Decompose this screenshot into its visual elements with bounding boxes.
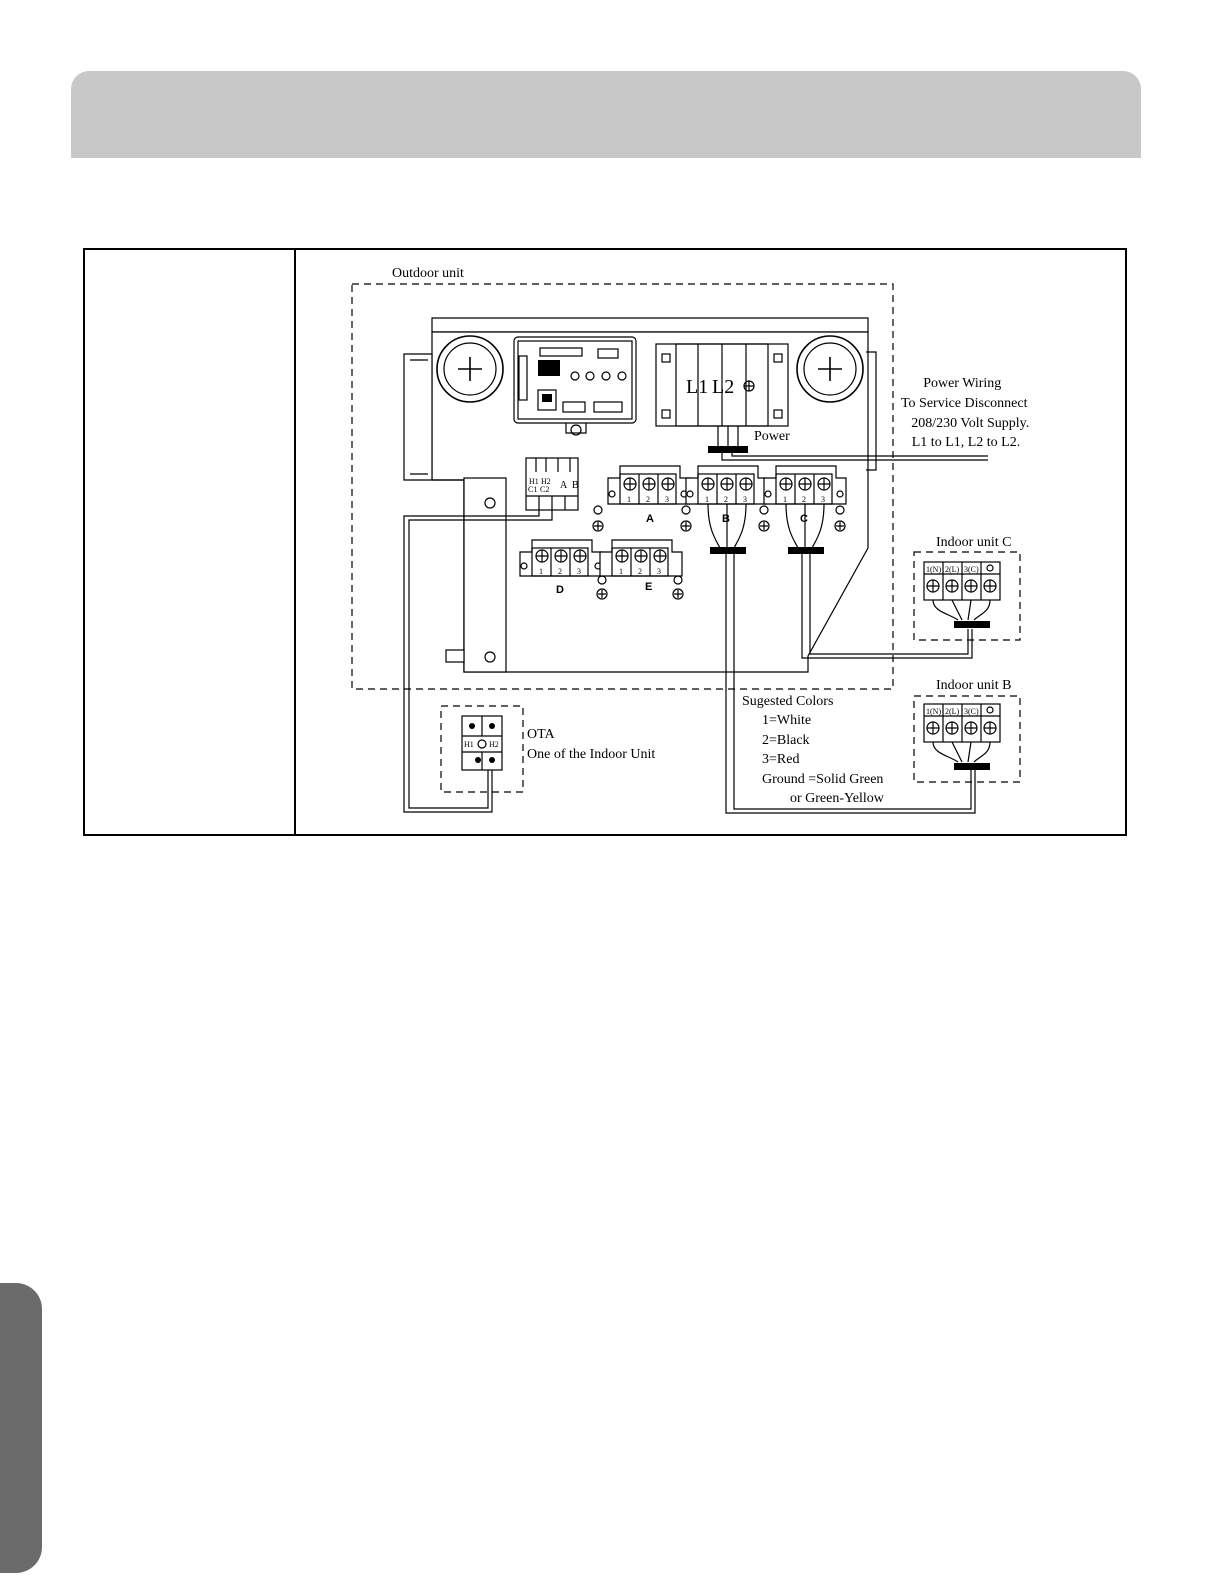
svg-text:1: 1	[783, 495, 787, 504]
svg-text:1: 1	[627, 495, 631, 504]
suggested-colors-note: Sugested Colors 1=White 2=Black 3=Red Ground =Solid Green or Green-Yellow	[742, 694, 884, 806]
terminal-l2-label: L2	[712, 376, 735, 398]
terminal-c-cable-clamp	[788, 547, 824, 554]
svg-text:3: 3	[577, 567, 581, 576]
svg-text:2: 2	[646, 495, 650, 504]
outdoor-unit-label: Outdoor unit	[392, 266, 464, 281]
indoor-unit-c-label: Indoor unit C	[936, 535, 1012, 550]
svg-text:1(N): 1(N)	[926, 565, 942, 574]
ota-terminal-h1: H1	[464, 740, 474, 749]
ota-note: OTA One of the Indoor Unit	[527, 727, 656, 762]
terminal-block-e-label: E	[645, 581, 653, 593]
power-cable-clamp	[708, 446, 748, 453]
svg-text:3(C): 3(C)	[964, 565, 979, 574]
relay-label-a: A	[560, 480, 568, 491]
relay-sub-c2: C2	[540, 485, 550, 494]
svg-text:2: 2	[724, 495, 728, 504]
svg-text:3: 3	[657, 567, 661, 576]
svg-text:2(L): 2(L)	[945, 707, 960, 716]
housing-side-bracket	[404, 354, 432, 480]
svg-text:1: 1	[539, 567, 543, 576]
svg-text:3: 3	[821, 495, 825, 504]
power-label: Power	[754, 429, 790, 444]
relay-label-h2: H2	[541, 477, 551, 486]
indoor-unit-b-terminals	[924, 704, 1000, 770]
relay-sub-c1: C1	[528, 485, 538, 494]
svg-text:2(L): 2(L)	[945, 565, 960, 574]
relay-label-h1: H1	[529, 477, 539, 486]
terminal-block-d-label: D	[556, 584, 564, 596]
indoor-unit-b-label: Indoor unit B	[936, 678, 1012, 693]
ota-terminal	[462, 716, 502, 770]
terminal-block-b-label: B	[722, 513, 730, 525]
control-board	[514, 337, 636, 435]
svg-text:2: 2	[802, 495, 806, 504]
svg-text:1(N): 1(N)	[926, 707, 942, 716]
svg-text:1: 1	[705, 495, 709, 504]
left-rail	[464, 478, 506, 672]
power-wiring-note: Power Wiring To Service Disconnect 208/230 Volt Supply. L1 to L1, L2 to L2.	[900, 376, 1030, 450]
svg-text:2: 2	[638, 567, 642, 576]
indoor-unit-c-terminals	[924, 562, 1000, 628]
svg-text:3: 3	[743, 495, 747, 504]
svg-text:1: 1	[619, 567, 623, 576]
ota-terminal-h2: H2	[489, 740, 499, 749]
power-terminal-block	[656, 344, 788, 426]
svg-text:2: 2	[558, 567, 562, 576]
housing-top	[432, 318, 868, 332]
svg-text:3: 3	[665, 495, 669, 504]
terminal-l1-label: L1	[686, 376, 709, 398]
relay-label-b: B	[572, 480, 579, 491]
terminal-block-a-label: A	[646, 513, 654, 525]
svg-text:3(C): 3(C)	[964, 707, 979, 716]
relay-terminal-strip	[526, 458, 579, 510]
terminal-block-c-label: C	[800, 513, 808, 525]
terminal-b-cable-clamp	[710, 547, 746, 554]
